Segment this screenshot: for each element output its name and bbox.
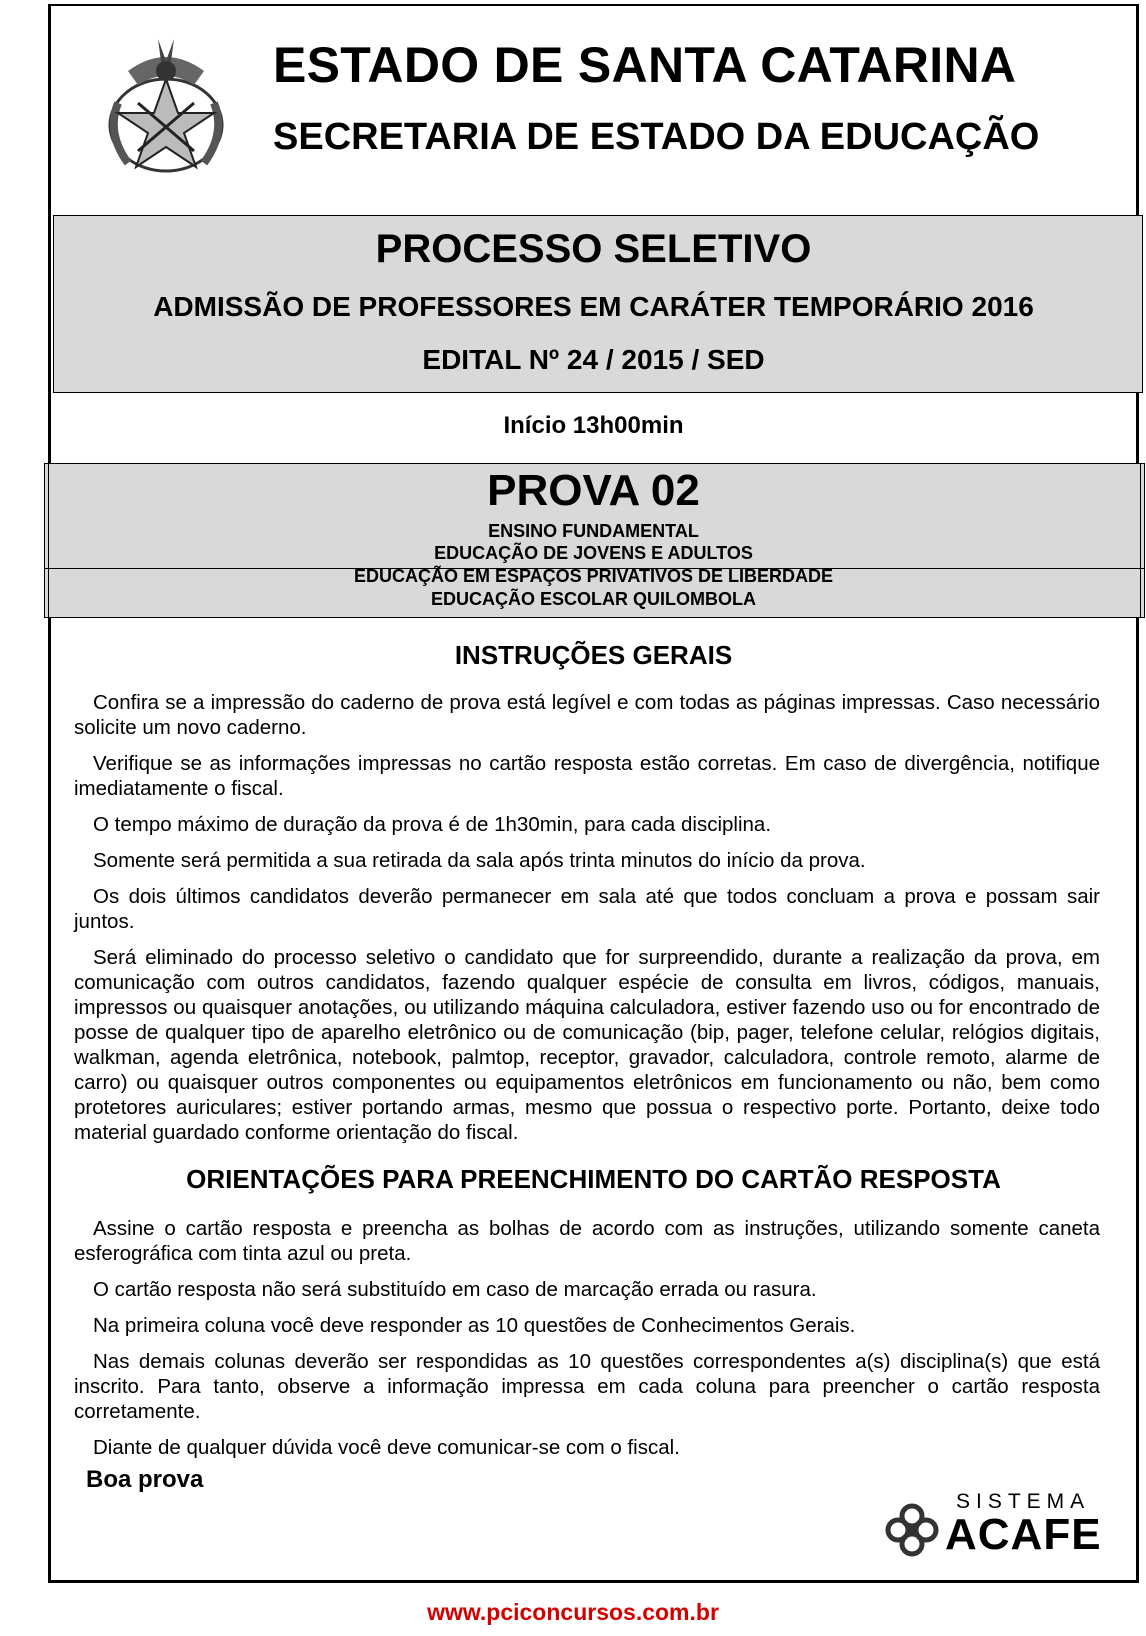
general-instructions-heading: INSTRUÇÕES GERAIS: [454, 640, 733, 670]
instruction-paragraph: Verifique se as informações impressas no cartão resposta estão corretas. Em caso de divergência, notifique imediatamente o fiscal.: [74, 752, 1100, 800]
footer-url-link[interactable]: www.pciconcursos.com.br: [427, 1599, 719, 1625]
instruction-paragraph: Somente será permitida a sua retirada da sala após trinta minutos do início da prova.: [93, 849, 866, 872]
exam-level: EDUCAÇÃO ESCOLAR QUILOMBOLA: [431, 589, 756, 609]
closing-text: Boa prova: [86, 1466, 204, 1493]
answer-card-paragraph: Diante de qualquer dúvida você deve comunicar-se com o fiscal.: [93, 1436, 680, 1459]
selection-title: PROCESSO SELETIVO: [375, 227, 812, 271]
exam-box-right-rule: [1140, 464, 1141, 617]
state-seal-icon: [98, 33, 234, 175]
answer-card-paragraph: Na primeira coluna você deve responder as 10 questões de Conhecimentos Gerais.: [93, 1314, 856, 1337]
exam-level: EDUCAÇÃO EM ESPAÇOS PRIVATIVOS DE LIBERDADE: [353, 566, 834, 586]
answer-card-paragraph: Nas demais colunas deverão ser respondidas as 10 questões correspondentes a(s) disciplina(s) que está inscrito. Para tanto, observe a informação impressa em cada coluna para preencher o cartão resposta corretamente.: [74, 1350, 1100, 1423]
answer-card-paragraph: Assine o cartão resposta e preencha as bolhas de acordo com as instruções, utilizando somente caneta esferográfica com tinta azul ou preta.: [74, 1217, 1100, 1265]
exam-level: ENSINO FUNDAMENTAL: [488, 521, 699, 541]
start-time: Início 13h00min: [503, 412, 684, 439]
state-title: ESTADO DE SANTA CATARINA: [273, 37, 1017, 93]
instruction-paragraph: Confira se a impressão do caderno de prova está legível e com todas as páginas impressas. Caso necessário solicite um novo caderno.: [74, 691, 1100, 739]
instruction-paragraph: Os dois últimos candidatos deverão permanecer em sala até que todos concluam a prova e possam sair juntos.: [74, 885, 1100, 933]
exam-level: EDUCAÇÃO DE JOVENS E ADULTOS: [434, 543, 753, 563]
instruction-paragraph: Será eliminado do processo seletivo o candidato que for surpreendido, durante a realização da prova, em comunicação com outros candidatos, fazendo qualquer espécie de consulta em livros, códigos, manuais, impressos ou quaisquer anotações, ou utilizando máquina calculadora, estiver fazendo uso ou for encontrado de posse de qualquer tipo de aparelho eletrônico ou de comunicação (bip, pager, telefone celular, relógios digitais, walkman, agenda eletrônica, notebook, palmtop, receptor, gravador, calculadora, controle remoto, alarme de carro) ou quaisquer outros componentes ou equipamentos eletrônicos em funcionamento ou não, bem como protetores auriculares; estiver portando armas, mesmo que possua o respectivo porte. Portanto, deixe todo material guardado conforme orientação do fiscal.: [74, 946, 1100, 1144]
selection-subtitle: ADMISSÃO DE PROFESSORES EM CARÁTER TEMPORÁRIO 2016: [153, 291, 1034, 322]
exam-name: PROVA 02: [487, 466, 700, 515]
instruction-paragraph: O tempo máximo de duração da prova é de 1h30min, para cada disciplina.: [93, 813, 772, 836]
logo-acafe-text: ACAFE: [945, 1510, 1102, 1559]
logo-system-text: SISTEMA: [956, 1490, 1091, 1513]
answer-card-heading: ORIENTAÇÕES PARA PREENCHIMENTO DO CARTÃO RESPOSTA: [186, 1164, 1001, 1194]
answer-card-paragraph: O cartão resposta não será substituído em caso de marcação errada ou rasura.: [93, 1278, 817, 1301]
edital-number: EDITAL Nº 24 / 2015 / SED: [422, 344, 765, 375]
secretariat-title: SECRETARIA DE ESTADO DA EDUCAÇÃO: [273, 116, 1040, 158]
